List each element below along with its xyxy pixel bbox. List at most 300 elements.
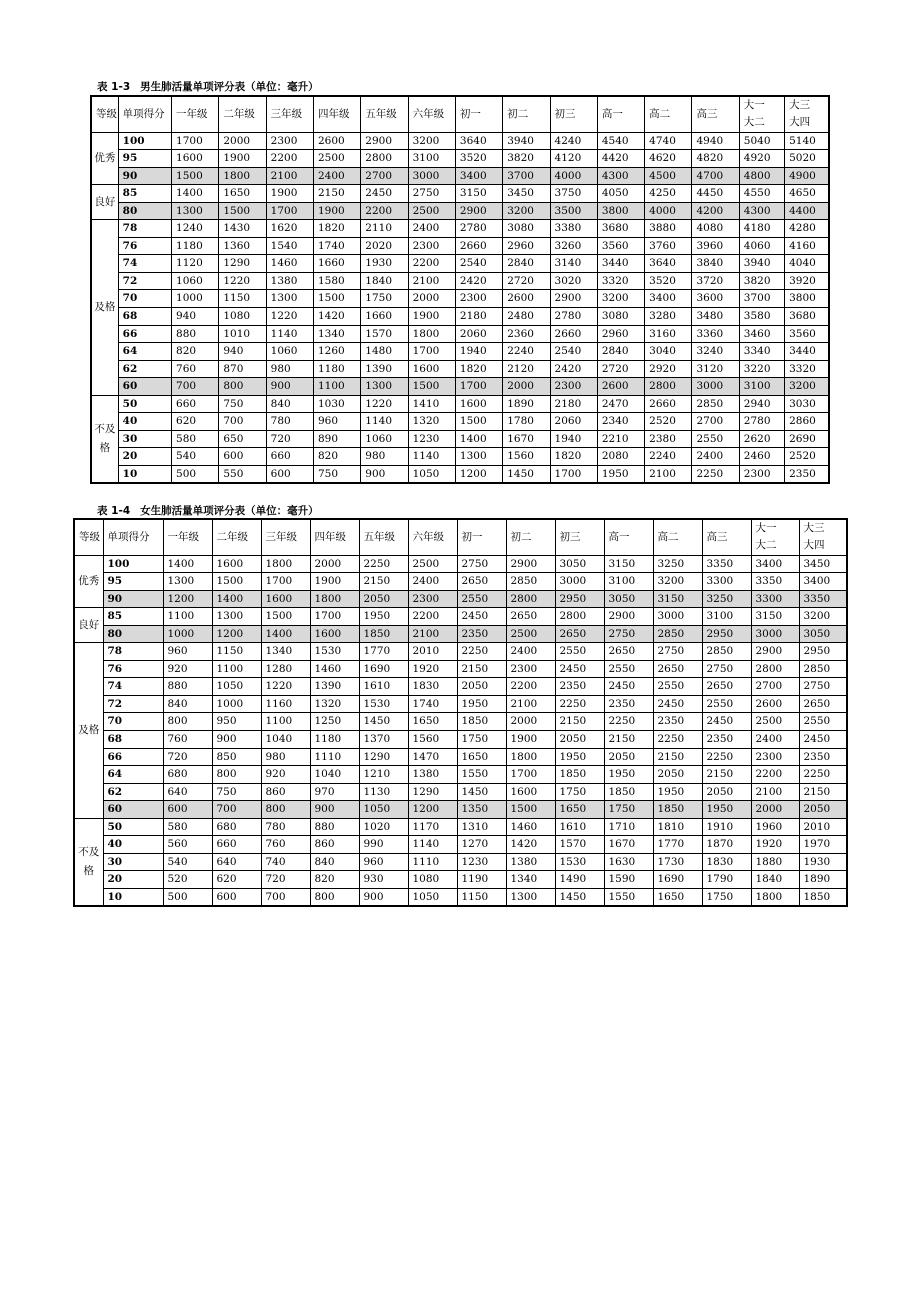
value-cell: 3600 (692, 290, 739, 308)
value-cell: 2150 (653, 748, 702, 766)
value-cell: 930 (359, 871, 408, 889)
header-grade: 四年级 (310, 519, 359, 555)
value-cell: 2750 (604, 625, 653, 643)
value-cell: 2000 (408, 290, 455, 308)
value-cell: 2350 (799, 748, 847, 766)
value-cell: 2480 (503, 307, 550, 325)
header-grade (799, 519, 847, 555)
value-cell: 2100 (506, 695, 555, 713)
value-cell: 2300 (408, 590, 457, 608)
value-cell: 4500 (645, 167, 692, 185)
value-cell: 2050 (359, 590, 408, 608)
value-cell: 2800 (361, 150, 408, 168)
value-cell: 2500 (751, 713, 799, 731)
value-cell: 1690 (653, 871, 702, 889)
header-grade: 一年级 (163, 519, 212, 555)
value-cell: 3700 (503, 167, 550, 185)
value-cell: 1800 (751, 888, 799, 906)
value-cell: 3940 (739, 255, 784, 273)
table-row (74, 590, 847, 608)
value-cell: 660 (212, 836, 261, 854)
value-cell: 900 (266, 378, 313, 396)
table-row (74, 888, 847, 906)
value-cell: 1400 (261, 625, 310, 643)
value-cell: 2250 (692, 465, 739, 483)
table-row (74, 766, 847, 784)
value-cell: 4400 (785, 202, 829, 220)
header-grade: 一年级 (172, 96, 219, 132)
table-caption-female (97, 503, 319, 518)
value-cell: 3150 (604, 555, 653, 573)
value-cell: 960 (313, 413, 360, 431)
value-cell: 2470 (597, 395, 644, 413)
value-cell: 2780 (455, 220, 502, 238)
value-cell: 1620 (266, 220, 313, 238)
value-cell: 2200 (408, 608, 457, 626)
value-cell: 2500 (506, 625, 555, 643)
value-cell: 2700 (692, 413, 739, 431)
value-cell: 2650 (506, 608, 555, 626)
value-cell: 4250 (645, 185, 692, 203)
header-line: 大二 (755, 539, 777, 552)
value-cell: 2540 (455, 255, 502, 273)
level-cell: 及格 (91, 220, 118, 395)
value-cell: 4000 (645, 202, 692, 220)
value-cell: 1810 (653, 818, 702, 836)
value-cell: 2800 (751, 660, 799, 678)
score-cell: 10 (118, 465, 171, 483)
score-cell: 62 (118, 360, 171, 378)
value-cell: 2150 (359, 573, 408, 591)
value-cell: 3260 (550, 237, 597, 255)
value-cell: 2840 (503, 255, 550, 273)
value-cell: 3350 (702, 555, 751, 573)
value-cell: 1850 (457, 713, 506, 731)
value-cell: 2000 (310, 555, 359, 573)
value-cell: 4120 (550, 150, 597, 168)
value-cell: 2900 (751, 643, 799, 661)
value-cell: 1700 (455, 378, 502, 396)
value-cell: 2050 (799, 801, 847, 819)
value-cell: 1050 (408, 888, 457, 906)
value-cell: 2100 (408, 625, 457, 643)
value-cell: 1170 (408, 818, 457, 836)
value-cell: 3350 (751, 573, 799, 591)
value-cell: 1040 (261, 730, 310, 748)
header-grade: 三年级 (261, 519, 310, 555)
table-row (74, 625, 847, 643)
value-cell: 980 (266, 360, 313, 378)
value-cell: 2520 (785, 448, 829, 466)
value-cell: 2960 (503, 237, 550, 255)
value-cell: 1900 (310, 573, 359, 591)
value-cell: 3400 (455, 167, 502, 185)
value-cell: 2200 (361, 202, 408, 220)
value-cell: 800 (212, 766, 261, 784)
value-cell: 1950 (604, 766, 653, 784)
value-cell: 1900 (408, 307, 455, 325)
value-cell: 980 (261, 748, 310, 766)
value-cell: 2150 (604, 730, 653, 748)
value-cell: 1870 (702, 836, 751, 854)
value-cell: 840 (163, 695, 212, 713)
value-cell: 600 (219, 448, 266, 466)
header-level: 等级 (74, 519, 103, 555)
value-cell: 2850 (653, 625, 702, 643)
value-cell: 1530 (359, 695, 408, 713)
value-cell: 1610 (555, 818, 604, 836)
value-cell: 3000 (692, 378, 739, 396)
value-cell: 2000 (219, 132, 266, 150)
value-cell: 2660 (550, 325, 597, 343)
value-cell: 3040 (645, 343, 692, 361)
value-cell: 1450 (555, 888, 604, 906)
value-cell: 1650 (457, 748, 506, 766)
value-cell: 2050 (457, 678, 506, 696)
value-cell: 2940 (739, 395, 784, 413)
value-cell: 2550 (555, 643, 604, 661)
value-cell: 2350 (702, 730, 751, 748)
score-cell: 50 (103, 818, 163, 836)
header-grade (785, 96, 829, 132)
table-caption-male (97, 79, 319, 94)
value-cell: 2300 (751, 748, 799, 766)
level-cell: 良好 (74, 608, 103, 643)
value-cell: 2850 (799, 660, 847, 678)
value-cell: 3240 (692, 343, 739, 361)
value-cell: 1730 (653, 853, 702, 871)
value-cell: 3200 (503, 202, 550, 220)
value-cell: 2250 (457, 643, 506, 661)
value-cell: 1380 (266, 272, 313, 290)
table-row (74, 695, 847, 713)
value-cell: 1650 (653, 888, 702, 906)
value-cell: 3820 (503, 150, 550, 168)
value-cell: 4300 (597, 167, 644, 185)
value-cell: 3440 (785, 343, 829, 361)
value-cell: 560 (163, 836, 212, 854)
value-cell: 1190 (457, 871, 506, 889)
value-cell: 2700 (751, 678, 799, 696)
value-cell: 3000 (408, 167, 455, 185)
value-cell: 4420 (597, 150, 644, 168)
table-row (91, 255, 829, 273)
value-cell: 840 (266, 395, 313, 413)
value-cell: 1500 (506, 801, 555, 819)
value-cell: 1390 (361, 360, 408, 378)
score-cell: 20 (103, 871, 163, 889)
score-cell: 76 (103, 660, 163, 678)
header-grade: 二年级 (219, 96, 266, 132)
value-cell: 1700 (172, 132, 219, 150)
value-cell: 1790 (702, 871, 751, 889)
value-cell: 5040 (739, 132, 784, 150)
male-vital-capacity-table (90, 95, 830, 484)
value-cell: 2550 (457, 590, 506, 608)
value-cell: 3100 (408, 150, 455, 168)
value-cell: 2150 (799, 783, 847, 801)
value-cell: 1060 (266, 343, 313, 361)
value-cell: 1200 (163, 590, 212, 608)
value-cell: 950 (212, 713, 261, 731)
value-cell: 1670 (503, 430, 550, 448)
header-grade: 初二 (506, 519, 555, 555)
value-cell: 4200 (692, 202, 739, 220)
header-grade (739, 96, 784, 132)
value-cell: 3800 (597, 202, 644, 220)
value-cell: 1940 (455, 343, 502, 361)
value-cell: 660 (266, 448, 313, 466)
value-cell: 2250 (702, 748, 751, 766)
score-cell: 66 (118, 325, 171, 343)
value-cell: 2450 (702, 713, 751, 731)
value-cell: 4450 (692, 185, 739, 203)
value-cell: 840 (310, 853, 359, 871)
value-cell: 1740 (408, 695, 457, 713)
value-cell: 660 (172, 395, 219, 413)
value-cell: 3760 (645, 237, 692, 255)
value-cell: 1820 (313, 220, 360, 238)
value-cell: 1340 (506, 871, 555, 889)
value-cell: 700 (261, 888, 310, 906)
value-cell: 2100 (266, 167, 313, 185)
value-cell: 2400 (692, 448, 739, 466)
value-cell: 3080 (503, 220, 550, 238)
level-cell: 优秀 (74, 555, 103, 608)
table-row (74, 730, 847, 748)
value-cell: 2240 (503, 343, 550, 361)
value-cell: 3560 (597, 237, 644, 255)
value-cell: 3880 (645, 220, 692, 238)
value-cell: 3320 (785, 360, 829, 378)
value-cell: 2340 (597, 413, 644, 431)
value-cell: 3920 (785, 272, 829, 290)
value-cell: 1140 (408, 836, 457, 854)
value-cell: 620 (212, 871, 261, 889)
table-row (91, 290, 829, 308)
table-row (91, 465, 829, 483)
table-row (91, 220, 829, 238)
value-cell: 1220 (361, 395, 408, 413)
value-cell: 2500 (313, 150, 360, 168)
value-cell: 900 (361, 465, 408, 483)
level-cell: 优秀 (91, 132, 118, 185)
value-cell: 1220 (261, 678, 310, 696)
value-cell: 2380 (645, 430, 692, 448)
value-cell: 1840 (751, 871, 799, 889)
value-cell: 1300 (172, 202, 219, 220)
value-cell: 2550 (604, 660, 653, 678)
value-cell: 4180 (739, 220, 784, 238)
value-cell: 1700 (408, 343, 455, 361)
value-cell: 4550 (739, 185, 784, 203)
table-row (91, 325, 829, 343)
value-cell: 2800 (555, 608, 604, 626)
value-cell: 1100 (163, 608, 212, 626)
value-cell: 1340 (261, 643, 310, 661)
value-cell: 4040 (785, 255, 829, 273)
value-cell: 1750 (702, 888, 751, 906)
value-cell: 1500 (172, 167, 219, 185)
value-cell: 2400 (751, 730, 799, 748)
value-cell: 4820 (692, 150, 739, 168)
value-cell: 1240 (172, 220, 219, 238)
value-cell: 1300 (506, 888, 555, 906)
value-cell: 1230 (408, 430, 455, 448)
value-cell: 2750 (653, 643, 702, 661)
value-cell: 680 (163, 766, 212, 784)
value-cell: 620 (172, 413, 219, 431)
header-line: 大四 (803, 539, 825, 552)
value-cell: 2800 (645, 378, 692, 396)
value-cell: 1270 (457, 836, 506, 854)
value-cell: 800 (219, 378, 266, 396)
header-line: 大四 (789, 116, 811, 129)
value-cell: 2300 (506, 660, 555, 678)
value-cell: 2050 (702, 783, 751, 801)
value-cell: 2960 (597, 325, 644, 343)
value-cell: 2350 (555, 678, 604, 696)
value-cell: 2180 (455, 307, 502, 325)
value-cell: 3580 (739, 307, 784, 325)
value-cell: 2350 (457, 625, 506, 643)
value-cell: 1290 (359, 748, 408, 766)
value-cell: 2400 (506, 643, 555, 661)
value-cell: 1360 (219, 237, 266, 255)
value-cell: 1550 (457, 766, 506, 784)
table-row (91, 448, 829, 466)
header-grade: 高三 (702, 519, 751, 555)
value-cell: 2540 (550, 343, 597, 361)
value-cell: 1820 (455, 360, 502, 378)
value-cell: 3320 (597, 272, 644, 290)
value-cell: 1500 (219, 202, 266, 220)
value-cell: 2950 (799, 643, 847, 661)
value-cell: 1000 (172, 290, 219, 308)
value-cell: 1400 (212, 590, 261, 608)
value-cell: 4080 (692, 220, 739, 238)
value-cell: 1140 (361, 413, 408, 431)
value-cell: 3340 (739, 343, 784, 361)
score-cell: 95 (118, 150, 171, 168)
value-cell: 1050 (212, 678, 261, 696)
value-cell: 2450 (653, 695, 702, 713)
value-cell: 1750 (555, 783, 604, 801)
value-cell: 1430 (219, 220, 266, 238)
value-cell: 780 (266, 413, 313, 431)
value-cell: 2900 (361, 132, 408, 150)
value-cell: 1500 (261, 608, 310, 626)
value-cell: 1570 (555, 836, 604, 854)
score-cell: 66 (103, 748, 163, 766)
value-cell: 1830 (408, 678, 457, 696)
value-cell: 3520 (645, 272, 692, 290)
header-grade: 五年级 (361, 96, 408, 132)
value-cell: 2800 (506, 590, 555, 608)
table-row (74, 713, 847, 731)
value-cell: 2060 (455, 325, 502, 343)
value-cell: 3640 (645, 255, 692, 273)
value-cell: 1950 (555, 748, 604, 766)
value-cell: 1300 (266, 290, 313, 308)
score-cell: 74 (118, 255, 171, 273)
header-grade: 二年级 (212, 519, 261, 555)
header-grade: 高一 (604, 519, 653, 555)
score-cell: 85 (118, 185, 171, 203)
value-cell: 1900 (266, 185, 313, 203)
value-cell: 1200 (212, 625, 261, 643)
header-score: 单项得分 (103, 519, 163, 555)
value-cell: 1470 (408, 748, 457, 766)
value-cell: 2420 (455, 272, 502, 290)
value-cell: 750 (219, 395, 266, 413)
value-cell: 2650 (702, 678, 751, 696)
value-cell: 3400 (751, 555, 799, 573)
value-cell: 1080 (408, 871, 457, 889)
value-cell: 1350 (457, 801, 506, 819)
value-cell: 1120 (172, 255, 219, 273)
value-cell: 2010 (408, 643, 457, 661)
value-cell: 1750 (457, 730, 506, 748)
value-cell: 3150 (751, 608, 799, 626)
value-cell: 2900 (604, 608, 653, 626)
header-grade: 五年级 (359, 519, 408, 555)
level-cell: 不及格 (74, 818, 103, 906)
value-cell: 1880 (751, 853, 799, 871)
value-cell: 1150 (212, 643, 261, 661)
value-cell: 2300 (266, 132, 313, 150)
value-cell: 2400 (408, 573, 457, 591)
value-cell: 940 (219, 343, 266, 361)
value-cell: 580 (172, 430, 219, 448)
value-cell: 3280 (645, 307, 692, 325)
value-cell: 800 (261, 801, 310, 819)
value-cell: 2600 (313, 132, 360, 150)
value-cell: 3150 (455, 185, 502, 203)
header-grade: 高一 (597, 96, 644, 132)
value-cell: 1930 (361, 255, 408, 273)
value-cell: 940 (172, 307, 219, 325)
table-row (74, 748, 847, 766)
score-cell: 70 (103, 713, 163, 731)
value-cell: 1600 (455, 395, 502, 413)
value-cell: 1050 (359, 801, 408, 819)
value-cell: 3480 (692, 307, 739, 325)
header-grade: 初二 (503, 96, 550, 132)
value-cell: 540 (163, 853, 212, 871)
value-cell: 1500 (313, 290, 360, 308)
value-cell: 3020 (550, 272, 597, 290)
value-cell: 2950 (555, 590, 604, 608)
value-cell: 2150 (457, 660, 506, 678)
table-row (74, 783, 847, 801)
score-cell: 74 (103, 678, 163, 696)
value-cell: 2450 (604, 678, 653, 696)
value-cell: 1900 (219, 150, 266, 168)
value-cell: 2400 (313, 167, 360, 185)
value-cell: 2840 (597, 343, 644, 361)
value-cell: 3100 (702, 608, 751, 626)
table-row (91, 272, 829, 290)
value-cell: 1910 (702, 818, 751, 836)
level-cell: 及格 (74, 643, 103, 818)
value-cell: 1700 (310, 608, 359, 626)
value-cell: 1650 (555, 801, 604, 819)
header-grade: 四年级 (313, 96, 360, 132)
value-cell: 1600 (408, 360, 455, 378)
value-cell: 1300 (212, 608, 261, 626)
value-cell: 600 (266, 465, 313, 483)
